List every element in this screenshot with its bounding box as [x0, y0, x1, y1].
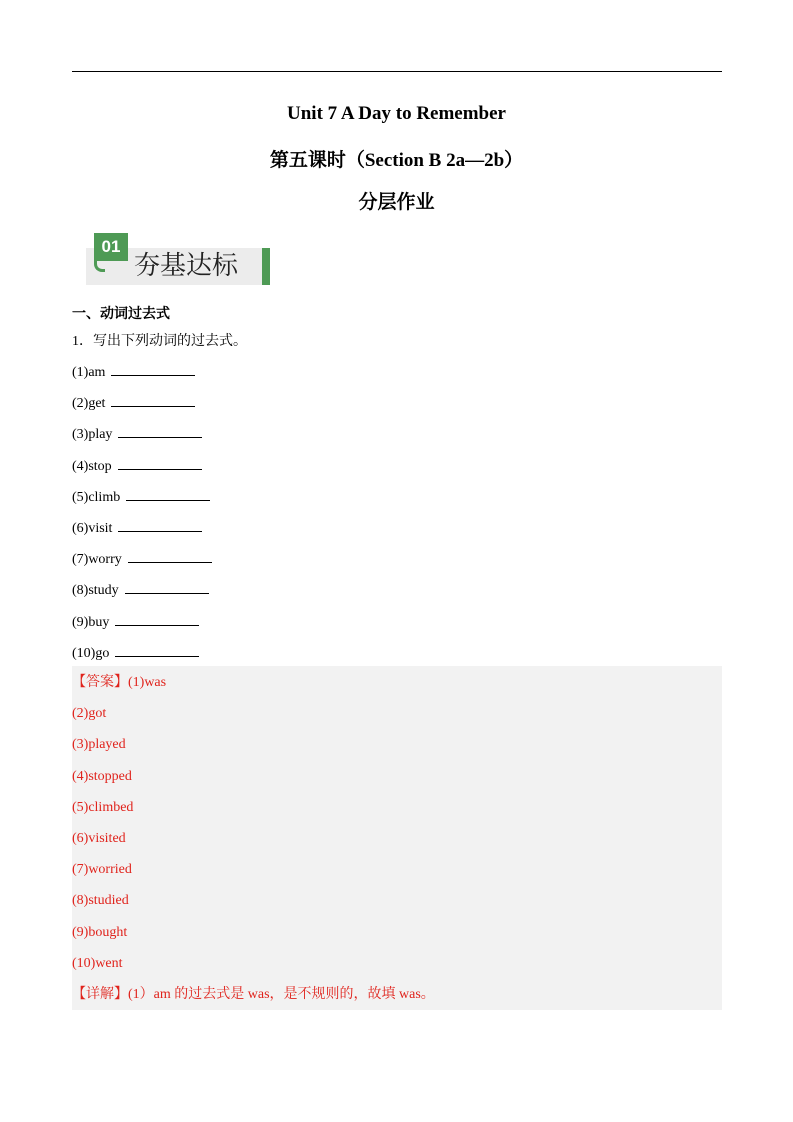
answer-line: (10)went [72, 956, 123, 971]
answer-blank[interactable] [118, 518, 202, 532]
verb-label: (6)visit [72, 521, 113, 536]
verb-item [72, 518, 202, 536]
verb-item [72, 643, 199, 661]
answer-blank[interactable] [128, 549, 212, 563]
page-title: Unit 7 A Day to Remember [287, 103, 506, 124]
verb-item [72, 612, 199, 630]
section-heading: 一、动词过去式 [72, 307, 170, 322]
verb-item [72, 456, 202, 474]
answer-line: (6)visited [72, 831, 126, 846]
verb-label: (8)study [72, 583, 119, 598]
homework-category: 分层作业 [358, 192, 435, 213]
answer-line: (5)climbed [72, 800, 134, 815]
verb-label: (7)worry [72, 552, 122, 567]
verb-label: (4)stop [72, 459, 112, 474]
answer-line: (4)stopped [72, 769, 132, 784]
verb-item [72, 580, 209, 598]
verb-label: (2)get [72, 396, 106, 411]
badge-accent-bar [262, 248, 270, 285]
answer-line: (9)bought [72, 925, 128, 940]
answer-line: (8)studied [72, 893, 129, 908]
verb-label: (3)play [72, 427, 113, 442]
answer-line: (3)played [72, 737, 126, 752]
answer-line: (7)worried [72, 862, 132, 877]
verb-label: (10)go [72, 646, 110, 661]
header-rule [72, 71, 722, 72]
answer-blank[interactable] [118, 456, 202, 470]
answer-blank[interactable] [118, 424, 202, 438]
answer-box [72, 666, 722, 1010]
verb-label: (5)climb [72, 490, 121, 505]
explanation-line: 【详解】(1）am 的过去式是 was，是不规则的，故填 was。 [72, 987, 435, 1002]
answer-blank[interactable] [125, 580, 209, 594]
answer-blank[interactable] [126, 487, 210, 501]
answer-line: 【答案】(1)was [72, 675, 167, 690]
section-badge [86, 232, 270, 286]
answer-blank[interactable] [111, 362, 195, 376]
verb-item [72, 549, 212, 567]
verb-item [72, 362, 195, 380]
answer-blank[interactable] [111, 393, 195, 407]
verb-label: (9)buy [72, 615, 110, 630]
badge-number: 01 [94, 233, 128, 261]
answer-blank[interactable] [115, 643, 199, 657]
answer-blank[interactable] [115, 612, 199, 626]
verb-item [72, 487, 210, 505]
badge-label: 夯基达标 [134, 251, 239, 281]
verb-item [72, 424, 202, 442]
lesson-subtitle: 第五课时（Section B 2a—2b） [269, 150, 524, 171]
question-text: 1．写出下列动词的过去式。 [72, 334, 247, 349]
verb-label: (1)am [72, 365, 106, 380]
verb-item [72, 393, 195, 411]
answer-line: (2)got [72, 706, 107, 721]
